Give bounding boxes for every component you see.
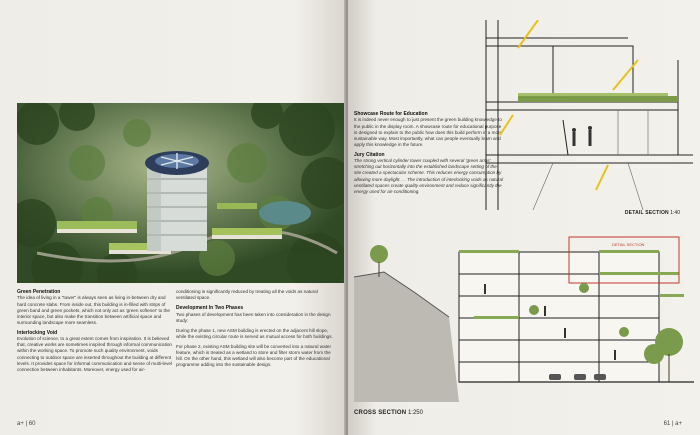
heading-showcase-route: Showcase Route for Education xyxy=(354,111,428,117)
paragraph: The strong vertical cylinder tower coupled with several 'green arms' stretching out horizontally into the established landscape setting of the site created a spectacular scheme. This reduces energy consumption by allowing more daylight. . . The introduction of interlocking voids as natural ventilated spaces create quality environment and reduce significantly the energy used for air-conditioning. xyxy=(354,158,504,194)
heading-interlocking-void: Interlocking Void xyxy=(17,329,58,336)
heading-development-two-phases: Development In Two Phases xyxy=(176,305,244,312)
detail-section-drawing xyxy=(478,20,693,210)
page-folio-right: 61 | a+ xyxy=(663,421,682,427)
page-folio-left: a+ | 60 xyxy=(17,421,36,427)
cross-section-scale: 1:250 xyxy=(407,410,423,416)
building-aerial-photo xyxy=(17,103,344,283)
left-text-column-2 xyxy=(176,289,336,372)
detail-section-scale: 1:40 xyxy=(670,210,680,216)
right-page xyxy=(348,0,700,435)
paragraph: It is indeed never enough to just present the green building knowledge to the public in the display room. A showcase route for educational purpose is designed to explain to the public how does this build perform in a more sustainable way. Most importantly, what can people eventually learn and apply this knowledge in the future. xyxy=(354,117,503,147)
detail-section-caption xyxy=(625,210,680,216)
paragraph: conditioning is significantly reduced by treating all the voids as natural ventilated space. xyxy=(176,289,318,301)
heading-green-penetration: Green Penetration xyxy=(17,289,61,295)
detail-section-tag: DETAIL SECTION xyxy=(612,242,645,247)
cross-section-label: CROSS SECTION xyxy=(354,410,407,416)
paragraph: During the phase 1, new ASM building is erected on the adjacent hill slope, while the existing circular route is served as mutual access for both buildings. xyxy=(176,327,333,339)
left-page xyxy=(0,0,346,435)
paragraph: The idea of living in a "tower" is always seen as living in-between dry and hard concrete slabs. From inside out, this building is in-filled with strips of green band and green pockets, which not only act as 'green softener' to the interior space, but also make the transition between artificial space and surrounding landscape more seamless. xyxy=(17,295,170,325)
left-text-column-1 xyxy=(17,289,172,377)
paragraph: Two phases of development has been taken into consideration in the design study: xyxy=(176,311,331,323)
paragraph: Evolution of science, to a great extent comes from inspiration. It is believed that, creative works are sometimes inspired through informal communication within the working space. To promote such quality environment, voids connecting to outdoor space are inserted throughout the building at different levels. It provides space for informal communication and sense of multi-level connection between inhabitants. Moreover, energy used for air- xyxy=(17,336,172,372)
cross-section-drawing xyxy=(354,222,694,402)
paragraph: For phase 2, existing ASM building site will be converted into a natural water feature, which is treated as a wetland to store and filter storm water from the hill. On the other hand, this wetland will also become part of the educational programme adding into the sustainable design. xyxy=(176,343,331,368)
heading-jury-citation: Jury Citation xyxy=(354,151,385,158)
detail-section-label: DETAIL SECTION xyxy=(624,210,669,216)
cross-section-caption xyxy=(354,410,423,416)
